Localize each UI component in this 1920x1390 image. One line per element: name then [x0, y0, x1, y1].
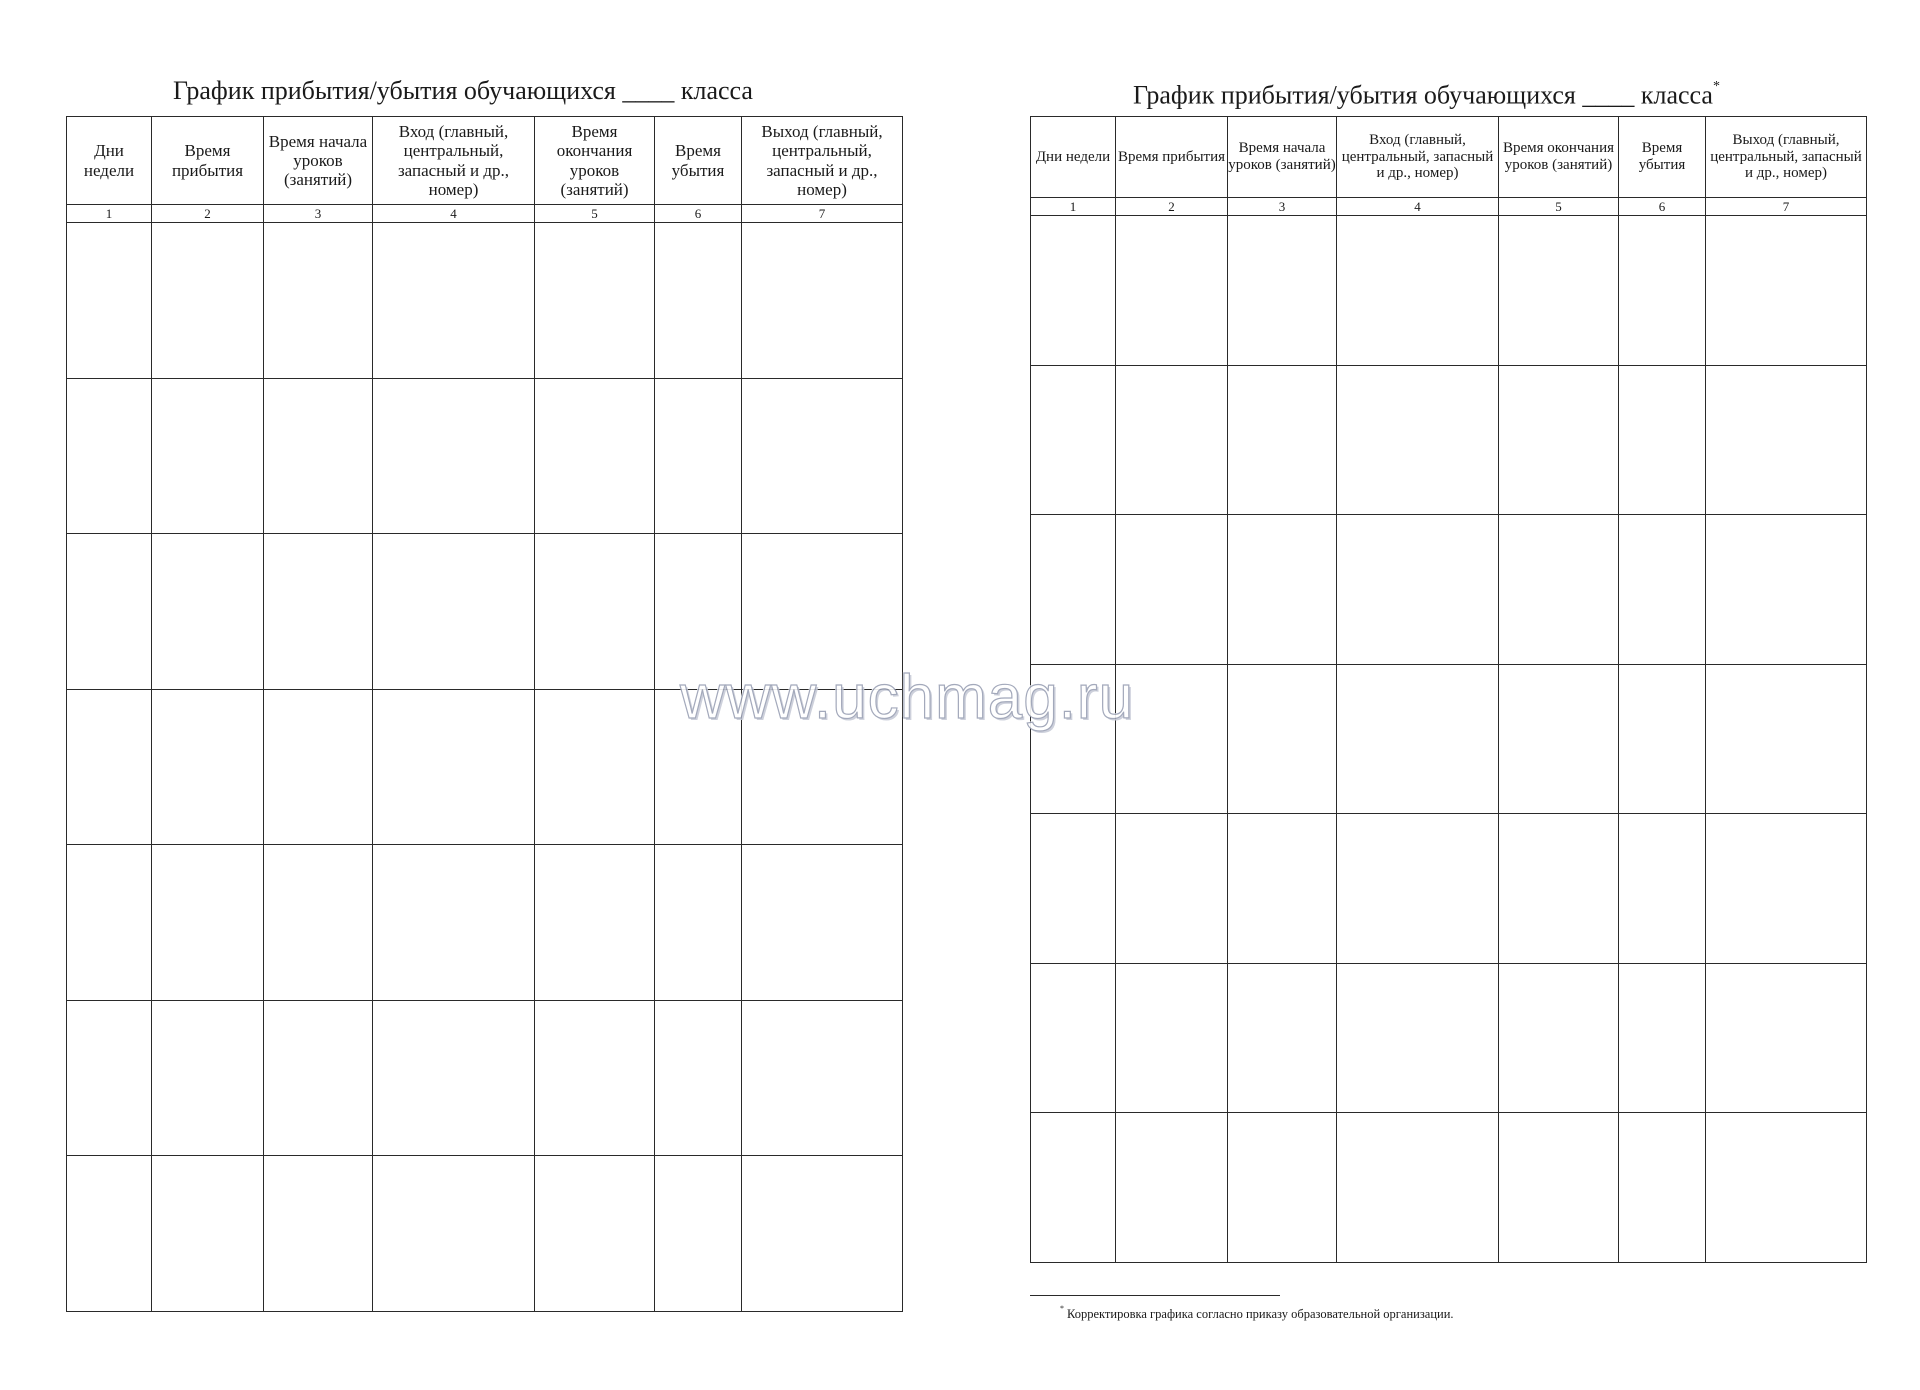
table-cell[interactable]: [1619, 216, 1706, 366]
header-lessons-end: Время окончания уроков (занятий): [1499, 117, 1619, 198]
table-cell[interactable]: [742, 1000, 903, 1156]
table-cell[interactable]: [742, 378, 903, 534]
table-cell[interactable]: [1499, 515, 1619, 665]
table-cell[interactable]: [152, 378, 264, 534]
table-cell[interactable]: [1619, 814, 1706, 964]
table-cell[interactable]: [535, 845, 655, 1001]
left-schedule-table: [66, 116, 903, 1312]
column-number: 1: [67, 205, 152, 223]
footnote-text: Корректировка графика согласно приказу образовательной организации.: [1067, 1307, 1454, 1322]
table-cell[interactable]: [655, 534, 742, 690]
column-number: 6: [1619, 198, 1706, 216]
table-cell[interactable]: [1499, 1113, 1619, 1263]
table-cell[interactable]: [1499, 365, 1619, 515]
table-cell[interactable]: [1619, 963, 1706, 1113]
table-cell[interactable]: [373, 1000, 535, 1156]
table-cell[interactable]: [264, 534, 373, 690]
footnote: [1060, 1306, 1454, 1322]
table-row: [1031, 515, 1867, 665]
table-cell[interactable]: [1116, 216, 1228, 366]
column-number: 7: [1706, 198, 1867, 216]
table-cell[interactable]: [264, 689, 373, 845]
header-departure-time: Время убытия: [1619, 117, 1706, 198]
table-cell[interactable]: [535, 378, 655, 534]
table-cell[interactable]: [655, 689, 742, 845]
right-title: [1133, 76, 1720, 111]
left-title: [173, 76, 753, 106]
table-cell[interactable]: [535, 223, 655, 379]
header-days: Дни недели: [67, 117, 152, 205]
table-cell[interactable]: [1706, 1113, 1867, 1263]
table-cell[interactable]: [1337, 1113, 1499, 1263]
table-cell[interactable]: [535, 1000, 655, 1156]
table-row: [67, 223, 903, 379]
table-cell[interactable]: [373, 845, 535, 1001]
table-cell[interactable]: [1337, 963, 1499, 1113]
left-title-text: График прибытия/убытия обучающихся ____ класса: [173, 76, 753, 105]
table-cell[interactable]: [1228, 963, 1337, 1113]
table-cell[interactable]: [1706, 664, 1867, 814]
table-cell[interactable]: [67, 845, 152, 1001]
table-cell[interactable]: [1228, 664, 1337, 814]
table-cell[interactable]: [1031, 963, 1116, 1113]
right-title-text: График прибытия/убытия обучающихся ____ класса: [1133, 80, 1713, 110]
column-number: 5: [535, 205, 655, 223]
table-cell[interactable]: [1228, 365, 1337, 515]
column-number: 5: [1499, 198, 1619, 216]
table-cell[interactable]: [67, 378, 152, 534]
table-cell[interactable]: [373, 378, 535, 534]
table-row: [67, 1156, 903, 1312]
table-cell[interactable]: [1337, 515, 1499, 665]
table-cell[interactable]: [1337, 365, 1499, 515]
table-cell[interactable]: [1228, 1113, 1337, 1263]
table-cell[interactable]: [1499, 216, 1619, 366]
table-cell[interactable]: [1031, 515, 1116, 665]
table-cell[interactable]: [264, 223, 373, 379]
header-exit: Выход (главный, центральный, запасный и др., номер): [742, 117, 903, 205]
table-cell[interactable]: [1337, 216, 1499, 366]
table-row: [1031, 814, 1867, 964]
table-cell[interactable]: [1706, 515, 1867, 665]
column-number: 2: [152, 205, 264, 223]
table-row: [1031, 365, 1867, 515]
header-days: Дни недели: [1031, 117, 1116, 198]
table-cell[interactable]: [264, 1000, 373, 1156]
column-number: 4: [373, 205, 535, 223]
right-body: [1031, 216, 1867, 1263]
table-cell[interactable]: [742, 689, 903, 845]
table-cell[interactable]: [67, 1156, 152, 1312]
table-cell[interactable]: [1499, 963, 1619, 1113]
header-lessons-end: Время окончания уроков (занятий): [535, 117, 655, 205]
table-row: [67, 689, 903, 845]
header-exit: Выход (главный, центральный, запасный и др., номер): [1706, 117, 1867, 198]
table-row: [67, 534, 903, 690]
table-cell[interactable]: [1116, 664, 1228, 814]
table-cell[interactable]: [1619, 365, 1706, 515]
table-row: [1031, 1113, 1867, 1263]
table-row: [67, 1000, 903, 1156]
table-cell[interactable]: [1031, 216, 1116, 366]
table-cell[interactable]: [1706, 216, 1867, 366]
watermark: www.uchmag.ru: [680, 663, 1135, 732]
table-cell[interactable]: [535, 1156, 655, 1312]
table-cell[interactable]: [742, 534, 903, 690]
column-number: 1: [1031, 198, 1116, 216]
table-row: [1031, 664, 1867, 814]
table-cell[interactable]: [152, 689, 264, 845]
table-cell[interactable]: [152, 223, 264, 379]
table-cell[interactable]: [655, 1156, 742, 1312]
table-cell[interactable]: [742, 1156, 903, 1312]
table-cell[interactable]: [152, 845, 264, 1001]
table-cell[interactable]: [264, 1156, 373, 1312]
table-cell[interactable]: [152, 534, 264, 690]
table-cell[interactable]: [1619, 515, 1706, 665]
table-cell[interactable]: [535, 689, 655, 845]
table-cell[interactable]: [1706, 963, 1867, 1113]
table-cell[interactable]: [67, 1000, 152, 1156]
table-cell[interactable]: [1706, 365, 1867, 515]
table-row: [67, 378, 903, 534]
table-cell[interactable]: [1031, 814, 1116, 964]
right-schedule-table: [1030, 116, 1867, 1263]
table-cell[interactable]: [1116, 1113, 1228, 1263]
table-cell[interactable]: [742, 845, 903, 1001]
table-cell[interactable]: [67, 689, 152, 845]
table-cell[interactable]: [1337, 664, 1499, 814]
table-cell[interactable]: [1116, 365, 1228, 515]
table-cell[interactable]: [655, 845, 742, 1001]
table-cell[interactable]: [1116, 515, 1228, 665]
left-number-row: [67, 205, 903, 223]
table-row: [1031, 963, 1867, 1113]
header-arrival-time: Время прибытия: [1116, 117, 1228, 198]
table-cell[interactable]: [1619, 1113, 1706, 1263]
table-cell[interactable]: [535, 534, 655, 690]
column-number: 3: [264, 205, 373, 223]
table-cell[interactable]: [1228, 515, 1337, 665]
header-lessons-start: Время начала уроков (занятий): [1228, 117, 1337, 198]
table-cell[interactable]: [152, 1000, 264, 1156]
header-lessons-start: Время начала уроков (занятий): [264, 117, 373, 205]
table-cell[interactable]: [1228, 216, 1337, 366]
table-cell[interactable]: [264, 845, 373, 1001]
table-cell[interactable]: [1337, 814, 1499, 964]
header-departure-time: Время убытия: [655, 117, 742, 205]
table-cell[interactable]: [1499, 814, 1619, 964]
right-header-row: [1031, 117, 1867, 198]
footnote-mark: *: [1712, 79, 1720, 94]
table-cell[interactable]: [373, 1156, 535, 1312]
table-cell[interactable]: [655, 223, 742, 379]
table-cell[interactable]: [1116, 963, 1228, 1113]
table-cell[interactable]: [373, 534, 535, 690]
table-cell[interactable]: [1031, 365, 1116, 515]
left-header-row: [67, 117, 903, 205]
table-cell[interactable]: [1116, 814, 1228, 964]
header-entrance: Вход (главный, центральный, запасный и др., номер): [373, 117, 535, 205]
table-cell[interactable]: [1031, 664, 1116, 814]
footnote-rule: [1030, 1295, 1280, 1296]
column-number: 7: [742, 205, 903, 223]
table-cell[interactable]: [1031, 1113, 1116, 1263]
table-cell[interactable]: [152, 1156, 264, 1312]
table-cell[interactable]: [264, 378, 373, 534]
table-cell[interactable]: [1228, 814, 1337, 964]
table-row: [67, 845, 903, 1001]
table-cell[interactable]: [67, 223, 152, 379]
table-cell[interactable]: [67, 534, 152, 690]
column-number: 4: [1337, 198, 1499, 216]
column-number: 2: [1116, 198, 1228, 216]
table-cell[interactable]: [655, 1000, 742, 1156]
table-cell[interactable]: [1706, 814, 1867, 964]
table-cell[interactable]: [1499, 664, 1619, 814]
right-number-row: [1031, 198, 1867, 216]
left-body: [67, 223, 903, 1312]
table-cell[interactable]: [742, 223, 903, 379]
header-arrival-time: Время прибытия: [152, 117, 264, 205]
column-number: 3: [1228, 198, 1337, 216]
table-row: [1031, 216, 1867, 366]
footnote-mark: *: [1060, 1304, 1064, 1313]
table-cell[interactable]: [373, 689, 535, 845]
table-cell[interactable]: [1619, 664, 1706, 814]
table-cell[interactable]: [655, 378, 742, 534]
table-cell[interactable]: [373, 223, 535, 379]
column-number: 6: [655, 205, 742, 223]
header-entrance: Вход (главный, центральный, запасный и др., номер): [1337, 117, 1499, 198]
